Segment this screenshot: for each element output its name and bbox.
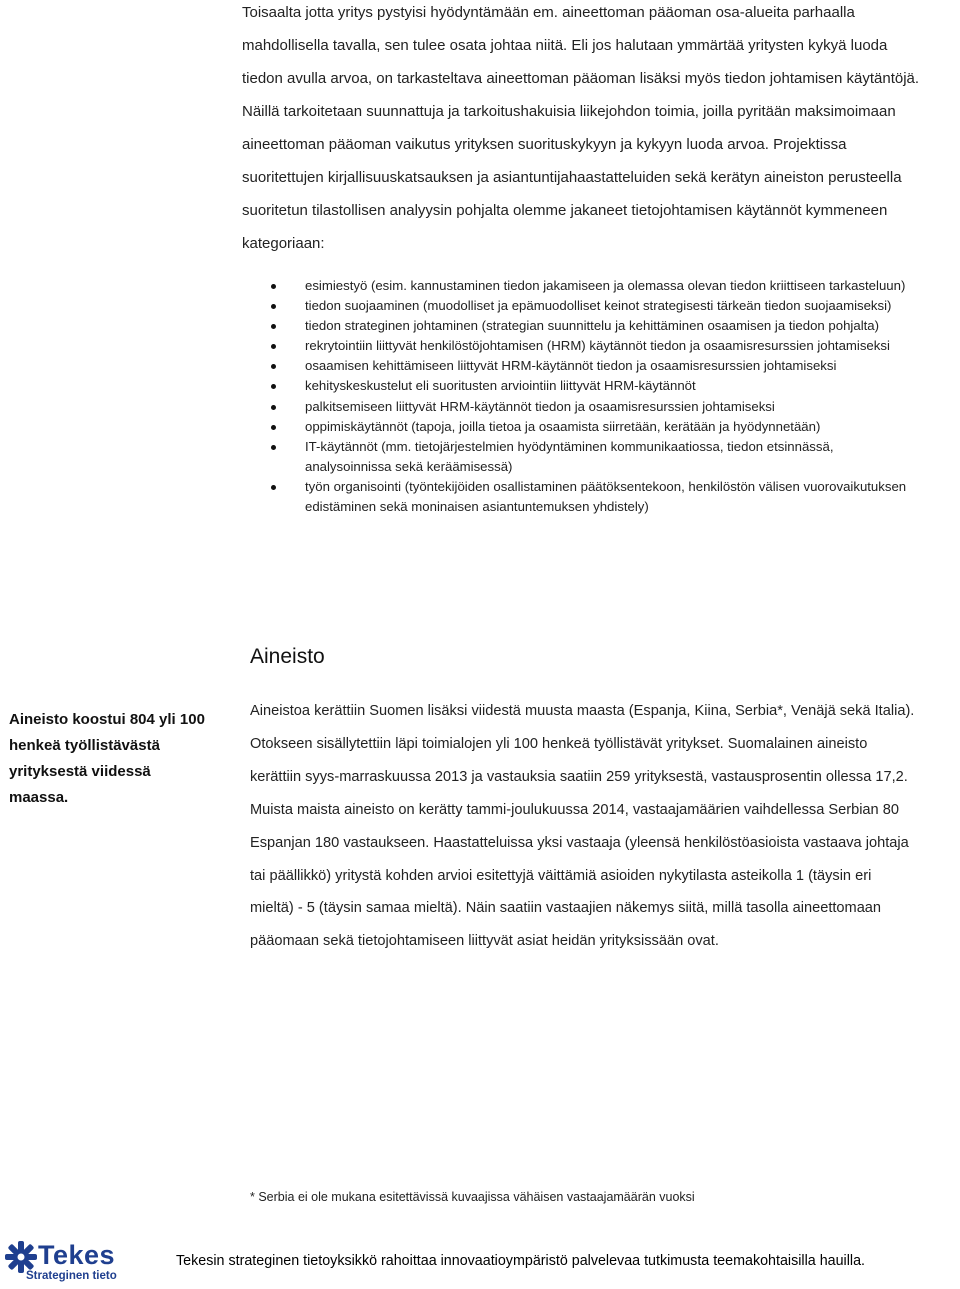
bullet-icon [271,304,276,309]
list-item-text: kehityskeskustelut eli suoritusten arviointiin liittyvät HRM-käytännöt [305,378,696,394]
bullet-icon [271,384,276,389]
sidebar-note: Aineisto koostui 804 yli 100 henkeä työllistävästä yrityksestä viidessä maassa. [9,711,205,806]
tekes-star-logo-icon [4,1240,38,1274]
section-heading: Aineisto [250,645,325,668]
tekes-logo [4,1240,144,1286]
list-item [262,417,912,437]
list-item-text: IT-käytännöt (mm. tietojärjestelmien hyödyntäminen kommunikaatiossa, tiedon etsinnässä, analysoinnissa sekä keräämisessä) [305,438,834,474]
list-item [262,336,912,356]
list-item [262,356,912,376]
practice-category-list [262,276,912,517]
bullet-icon [271,364,276,369]
footnote: * Serbia ei ole mukana esitettävissä kuvaajissa vähäisen vastaajamäärän vuoksi [250,1190,695,1204]
list-item [262,316,912,336]
list-item [262,296,912,316]
bullet-icon [271,324,276,329]
list-item-text: tiedon strateginen johtaminen (strategian suunnittelu ja kehittäminen osaamisen ja tiedon pohjalta) [305,318,880,334]
list-item-text: osaamisen kehittämiseen liittyvät HRM-käytännöt tiedon ja osaamisresurssien johtamiseksi [305,358,837,374]
footer-text: Tekesin strateginen tietoyksikkö rahoittaa innovaatioympäristö palvelevaa tutkimusta teemakohtaisilla hauilla. [176,1253,866,1269]
list-item [262,437,912,477]
intro-paragraph: Toisaalta jotta yritys pystyisi hyödyntämään em. aineettoman pääoman osa-alueita parhaalla mahdollisella tavalla, sen tulee osata johtaa niitä. Eli jos halutaan ymmärtää yritysten kykyä luoda tiedon avulla arvoa, on tarkasteltava aineettoman pääoman lisäksi myös tiedon johtamisen käytäntöjä. Näillä tarkoitetaan suunnattuja ja tarkoitushakuisia liikejohdon toimia, joilla pyritään maksimoimaan aineettoman pääoman vaikutus yrityksen suorituskykyyn ja kykyyn luoda arvoa. Projektissa suoritettujen kirjallisuuskatsauksen ja asiantuntijahaastatteluiden sekä kerätyn aineiston perusteella suoritetun tilastollisen analyysin pohjalta olemme jakaneet tietojohtamisen käytännöt kymmeneen kategoriaan: [242,4,920,252]
bullet-icon [271,445,276,450]
bullet-icon [271,344,276,349]
list-item [262,276,912,296]
list-item-text: oppimiskäytännöt (tapoja, joilla tietoa ja osaamista siirretään, kerätään ja hyödynnetään) [305,418,821,434]
bullet-icon [271,284,276,289]
bullet-icon [271,485,276,490]
list-item-text: rekrytointiin liittyvät henkilöstöjohtamisen (HRM) käytännöt tiedon ja osaamisresurssien johtamiseksi [305,338,890,354]
list-item-text: työn organisointi (työntekijöiden osallistaminen päätöksentekoon, henkilöstön välisen vuorovaikutuksen edistäminen sekä moninaisen asiantuntemuksen yhdistely) [305,478,907,515]
list-item-text: tiedon suojaaminen (muodolliset ja epämuodolliset keinot strategisesti tärkeän tiedon suojaamiseksi) [305,298,892,314]
list-item-text: esimiestyö (esim. kannustaminen tiedon jakamiseen ja olemassa olevan tiedon kriittiseen tarkasteluun) [305,278,906,293]
logo-name: Tekes [38,1240,116,1270]
bullet-icon [271,405,276,410]
bullet-icon [271,425,276,430]
list-item [262,397,912,417]
list-item [262,477,912,517]
list-item-text: palkitsemiseen liittyvät HRM-käytännöt tiedon ja osaamisresurssien johtamiseksi [305,398,775,414]
logo-subtitle: Strateginen tieto [26,1270,117,1282]
list-item [262,376,912,396]
section-body: Aineistoa kerättiin Suomen lisäksi viidestä muusta maasta (Espanja, Kiina, Serbia*, Venäjä sekä Italia). Otokseen sisällytettiin läpi toimialojen yli 100 henkeä työllistävät yritykset. Suomalainen aineisto kerättiin syys-marraskuussa 2013 ja vastauksia saatiin 259 yrityksestä, vastausprosentin ollessa 17,2. Muista maista aineisto on kerätty tammi-joulukuussa 2014, vastaajamäärien vaihdellessa Serbian 80 Espanjan 180 vastaukseen. Haastatteluissa yksi vastaaja (yleensä henkilöstöasioista vastaava johtaja tai päällikkö) yritystä kohden arvioi esitettyjä väittämiä asioiden nykytilasta asteikolla 1 (täysin eri mieltä) - 5 (täysin samaa mieltä). Näin saatiin vastaajien näkemys siitä, millä tasolla aineettomaan pääomaan sekä tietojohtamiseen liittyvät asiat heidän yrityksissään ovat. [250,703,915,950]
